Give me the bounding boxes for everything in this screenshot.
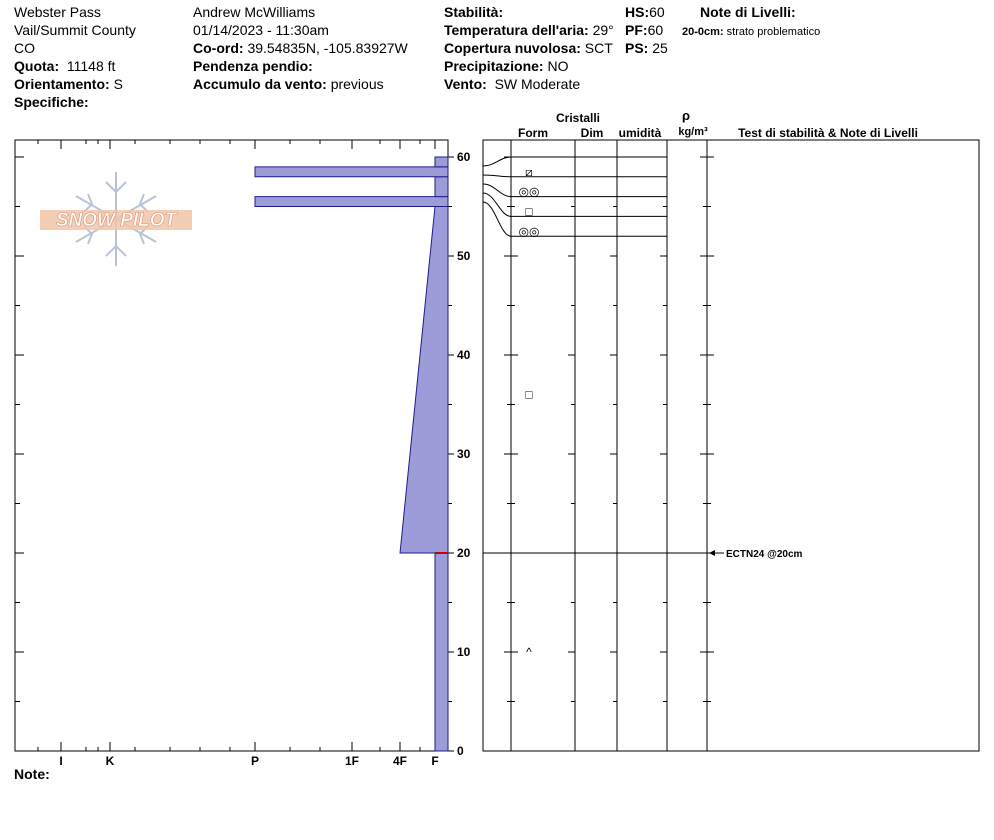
layer-connector (483, 202, 511, 236)
hardness-profile (255, 157, 448, 751)
sky-value: SCT (584, 40, 613, 56)
coords-label: Co-ord: (193, 40, 244, 56)
crystals-header: Cristalli (555, 111, 601, 125)
precip-label: Precipitazione: (444, 58, 544, 74)
ps-label: PS: (625, 40, 649, 56)
hardness-layer (400, 207, 448, 554)
hardness-layer (255, 167, 448, 177)
depth-tick-label: 10 (457, 645, 471, 659)
stability-test-label: ECTN24 @20cm (726, 549, 803, 560)
density-symbol: ρ (681, 108, 691, 123)
depth-tick-label: 0 (457, 744, 464, 758)
air-temp-value: 29° (592, 22, 614, 38)
aspect-label: Orientamento: (14, 76, 110, 92)
hardness-axis (38, 140, 439, 768)
layer-note-text: strato problematico (726, 26, 821, 38)
depth-tick-label: 40 (457, 348, 471, 362)
crystal-form-symbol: ⧄ (525, 164, 533, 179)
layer-connector (483, 157, 511, 166)
wind-value: SW Moderate (494, 76, 581, 92)
layer-note-depth: 20-0cm: (682, 26, 724, 38)
specifics-label: Specifiche: (14, 94, 89, 110)
pf-value: 60 (647, 22, 664, 38)
area-name: Vail/Summit County (14, 22, 136, 38)
hardness-tick-label: F (431, 754, 439, 768)
hardness-layer (435, 177, 448, 197)
wind-loading-value: previous (330, 76, 384, 92)
hardness-layer (435, 553, 448, 751)
depth-tick-label: 60 (457, 150, 471, 164)
depth-scale (504, 157, 714, 751)
crystal-form-symbol: ◎◎ (518, 184, 540, 199)
form-header: Form (518, 126, 548, 140)
moisture-header: umidità (618, 126, 662, 140)
state-name: CO (14, 40, 35, 56)
test-arrow-head (709, 550, 715, 556)
depth-axis (15, 150, 471, 758)
crystal-form-symbol: □ (525, 204, 533, 219)
coords-value: 39.54835N, -105.83927W (247, 40, 408, 56)
observation-datetime: 01/14/2023 - 11:30am (193, 22, 329, 38)
elevation-value: 11148 ft (66, 58, 116, 74)
hardness-tick-label: P (250, 754, 260, 768)
sky-label: Copertura nuvolosa: (444, 40, 581, 56)
elevation-label: Quota: (14, 58, 60, 74)
layer-connector (483, 193, 511, 216)
layer-connector (483, 175, 511, 177)
hardness-tick-label: 4F (392, 754, 408, 768)
hardness-layer (255, 197, 448, 207)
crystal-form-symbol: ^ (526, 645, 532, 659)
hardness-layer (435, 157, 448, 167)
crystal-form-symbol: ◎◎ (518, 224, 540, 239)
snowpilot-logo (40, 172, 192, 266)
layer-connector (483, 184, 511, 197)
hardness-tick-label: I (59, 754, 63, 768)
size-header: Dim (580, 126, 604, 140)
observer-name: Andrew McWilliams (193, 4, 316, 20)
location-name: Webster Pass (14, 4, 101, 20)
hardness-tick-label: 1F (344, 754, 360, 768)
layer-notes-title: Note di Livelli: (700, 4, 796, 20)
slope-label: Pendenza pendio: (193, 58, 313, 74)
aspect-value: S (113, 76, 123, 92)
wind-label: Vento: (444, 76, 487, 92)
tests-header: Test di stabilità & Note di Livelli (738, 126, 918, 140)
density-unit: kg/m³ (678, 126, 708, 138)
table-frame (483, 140, 979, 751)
hardness-tick-label: K (105, 754, 115, 768)
ps-value: 25 (652, 40, 668, 56)
hardness-chart-frame (15, 140, 448, 751)
logo-text: SNOW PILOT (55, 210, 177, 231)
crystal-form-symbol: □ (525, 387, 533, 402)
air-temp-label: Temperatura dell'aria: (444, 22, 589, 38)
crystal-forms (519, 165, 540, 659)
wind-loading-label: Accumulo da vento: (193, 76, 327, 92)
hs-value: 60 (649, 4, 665, 20)
notes-label: Note: (14, 766, 50, 782)
depth-tick-label: 50 (457, 249, 471, 263)
precip-value: NO (547, 58, 569, 74)
depth-tick-label: 20 (457, 546, 471, 560)
pf-label: PF: (625, 22, 648, 38)
crystal-table (483, 108, 979, 751)
stability-label: Stabilità: (444, 4, 504, 20)
hs-label: HS: (625, 4, 650, 20)
stability-tests (667, 549, 803, 560)
depth-tick-label: 30 (457, 447, 471, 461)
